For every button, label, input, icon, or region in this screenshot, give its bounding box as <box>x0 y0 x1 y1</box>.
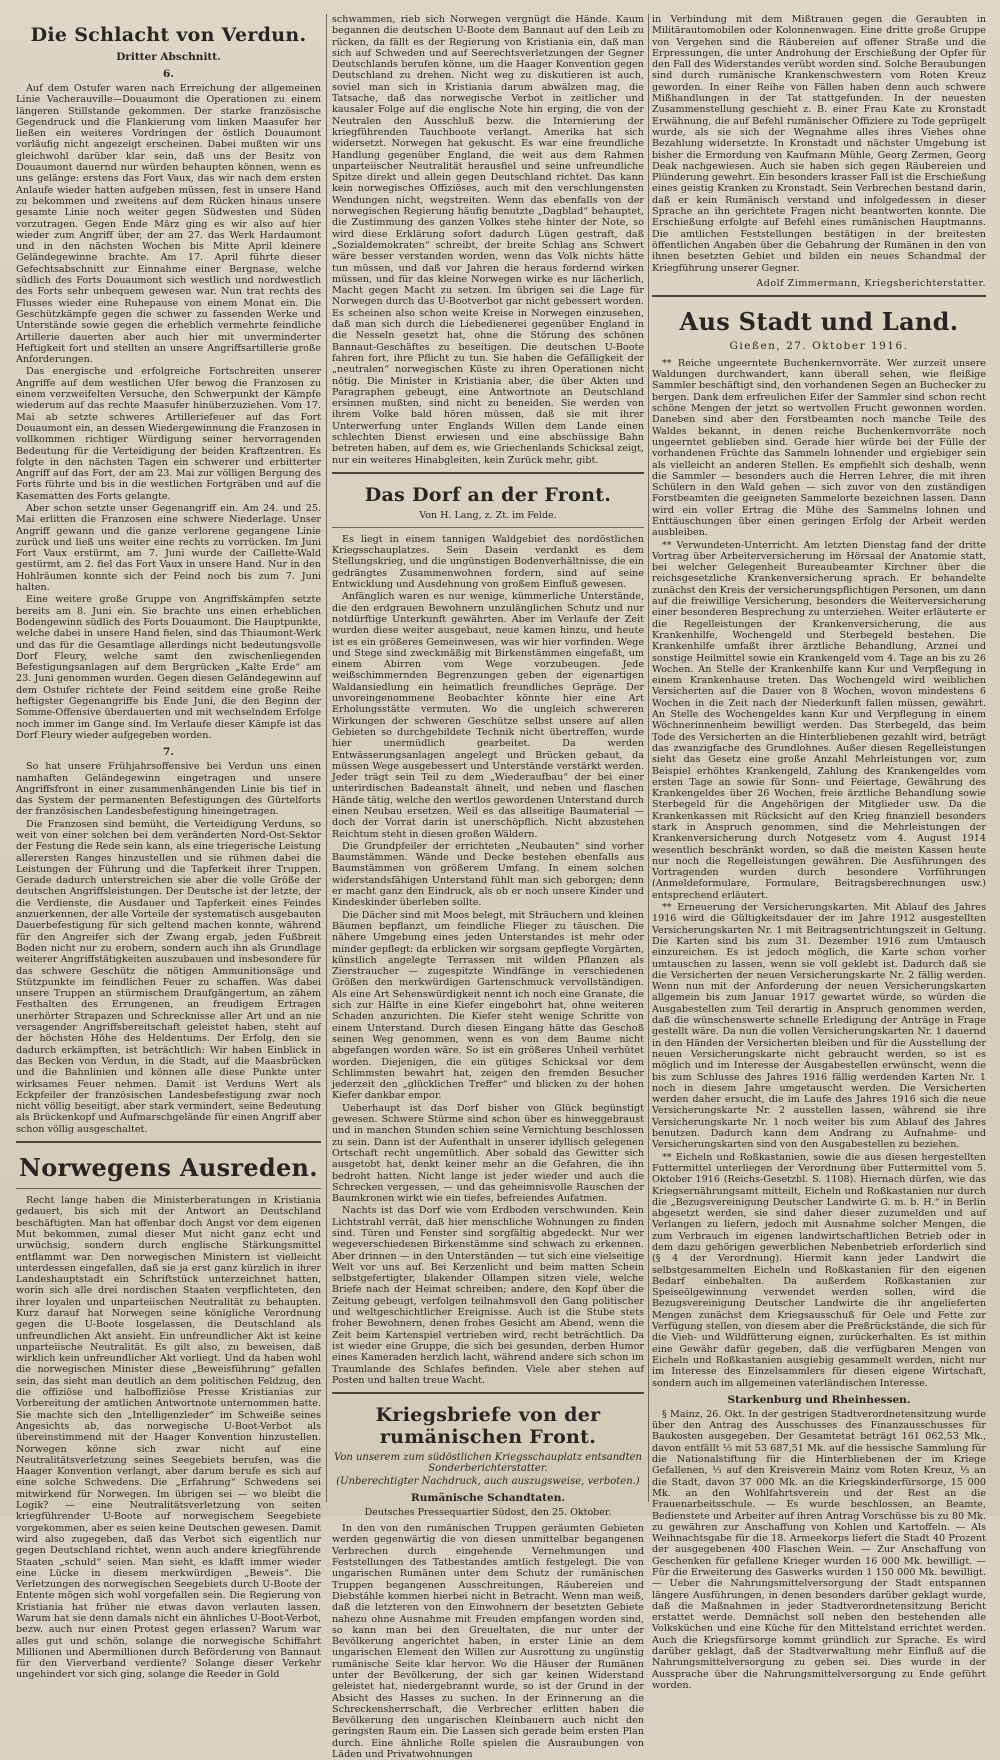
article-title-kriegsbriefe: Kriegsbriefe von der rumänischen Front. <box>375 1404 601 1449</box>
paragraph: Aber schon setzte unser Gegenangriff ein. Am 24. und 25. Mai erlitten die Franzosen eine schwere Niederlage. Unser Angriff gewann und die ganze verlorene gegangene Linie zurück und ließ uns weiter eine rechts zu vorrücken. Im Juni Fort Vaux erstürmt, am 7. Juni wurde der Caillette-Wald gestürmt, am 2. fiel das Fort Vaux in unsere Hand. Nur in den Hohlräumen konnte sich der Feind noch bis zum 7. Juni halten. <box>16 502 321 594</box>
article-divider <box>16 1141 321 1143</box>
column-1 <box>16 14 322 1681</box>
paragraph: ** Erneuerung der Versicherungskarten. Mit Ablauf des Jahres 1916 wird die Gültigkeitsdauer der im Jahre 1912 ausgestellten Versicherungskarten Nr. 1 mit Beitragsentrichtungszeit in Geltung. Die Karten sind bis zum 31. Dezember 1916 zum Umtausch einzureichen. Es ist jedoch möglich, die Karte schon vorher umtauschen zu lassen, wenn sie voll geklebt ist. Dadurch daß sie die Versicherten der neuen Versicherungskarte Nr. 2 fällig werden. Wenn nun mit der Anforderung der neuen Versicherungskarten allgemein bis zum Januar 1917 gewartet würde, so würden die Ausgabestellen zum Teil derartig in Anspruch genommen werden, daß die wünschenswerte schnelle Erledigung der Anträge in Frage gestellt wäre. Da nun die vollen Versicherungskarten Nr. 1 dauernd in den Händen der Versicherten bleiben und für die Ausstellung der neuen Versicherungskarte nicht gebraucht werden, so ist es möglich und im Interesse der Ausgabestellen erwünscht, wenn die bis zum Schlusse des Jahres 1916 fällig werdenden Karten Nr. 1 noch in diesem Jahre umgetauscht werden. Die Versicherten werden daher ersucht, die im Laufe des Jahres 1916 sich die neue Versicherungskarte Nr. 2 ausstellen lassen, während sie ihre Versicherungskarte Nr. 1 noch weiter bis zum Ablauf des Jahres benutzen. Dadurch kann dem Andrang zu Aufnahme- und Versicherungskarten sind von den Ausgabestellen zu beziehen. <box>652 902 986 1151</box>
paragraph: ** Verwundeten-Unterricht. Am letzten Dienstag fand der dritte Vortrag über Arbeiterversicherung im Hörsaal der Anatomie statt, bei welcher Gelegenheit Bureaubeamter Kirchner über die reichsgesetzliche Krankenversicherung sprach. Er behandelte zunächst den Kreis der versicherungspflichtigen Personen, um dann auf die freiwillige Versicherung, besonders die Weiterversicherung einer besonderen Besprechung zu unterziehen. Weiter erläuterte er die Regelleistungen der Krankenversicherung, die aus Krankenhilfe, Wochengeld und Sterbegeld bestehen. Die Krankenhilfe umfaßt ihrer ärztliche Behandlung, Arznei und sonstige Heilmittel sowie ein Krankengeld vom 4. Tage an bis zu 26 Wochen. An Stelle der Krankenhilfe kann Kur und Verpflegung in einem Krankenhause treten. Das Wochengeld wird weiblichen Versicherten auf die Dauer von 8 Wochen, wovon mindestens 6 Wochen in die Zeit nach der Niederkunft fallen müssen, gewährt. An Stelle des Wochengeldes kann Kur und Verpflegung in einem Wöchnerinnenheim bewilligt werden. Das Sterbegeld, das beim Tode des Versicherten an die Hinterbliebenen gezahlt wird, beträgt das zwanzigfache des Grundlohnes. Außer diesen Regelleistungen sieht das Gesetz eine große Anzahl Mehrleistungen vor, zum Beispiel erhöhtes Krankengeld, Zahlung des Krankengeldes vom ersten Tage an sowie für Sonn- und Feiertage, Gewährung des Krankengeldes über 26 Wochen, freie ärztliche Behandlung sowie Sterbegeld für die Angehörigen der Mitglieder usw. Da die Krankenkassen mit Rücksicht auf den Krieg finanziell besonders stark in Anspruch genommen, sind die Mehrleistungen der Krankenversicherung durch Notgesetz vom 4. August 1914 wesentlich beschränkt worden, so daß die meisten Kassen heute nur noch die Regelleistungen gewähren. Die Ausführungen des Vortragenden wurden durch besondere Vorführungen (Anmeldeformulare, Formulare, Beitragsberechnungen usw.) entsprechend erläutert. <box>652 539 986 901</box>
paragraph: ** Eicheln und Roßkastanien, sowie die aus diesen hergestellten Futtermittel unterliegen der Verordnung über Futtermittel vom 5. Oktober 1916 (Reichs-Gesetzbl. S. 1108). Hiernach dürfen, wie das Kriegsernährungsamt mitteilt, Eicheln und Roßkastanien nur durch die „Bezugsvereinigung Deutscher Landwirte G. m. b. H.“ in Berlin abgesetzt werden, sie sind daher dieser zuzumelden und auf Verlangen zu liefern, jedoch mit Ausnahme solcher Mengen, die zum Verbrauch im eigenen landwirtschaftlichen Betrieb oder in dem dazu gehörigen gewerblichen Nebenbetrieb erforderlich sind (§ 4 der Verordnung). Hiermit kann jeder Landwirt die selbstgesammelten Eicheln und Roßkastanien für den eigenen Bedarf einbehalten. Da außerdem Roßkastanien zur Speiseölgewinnung verwendet werden sollen, wird die Bezugsvereinigung Deutscher Landwirte die ihr angelieferten Mengen zunächst dem Kriegsausschuß für Oele und Fette zur Verfügung stellen, von diesem aber die Preßrückstände, die sich für die Vieh- und Wildfütterung eignen, zurückerhalten. Es ist mithin eine Gewähr dafür gegeben, daß die verfügbaren Mengen von Eicheln und Roßkastanien ausgiebig gesammelt werden, nicht nur im Interesse des Einzelsammlers für diesen eigene Wirtschaft, sondern auch im allgemeinen vaterländischen Interesse. <box>652 1151 986 1389</box>
article-title-norwegen: Norwegens Ausreden. <box>19 1153 318 1183</box>
author-signature: Adolf Zimmermann, Kriegsberichterstatter. <box>756 277 986 289</box>
copyright-note: (Unberechtigter Nachdruck, auch auszugsweise, verboten.) <box>336 1476 640 1488</box>
paragraph: Es liegt in einem tannigen Waldgebiet des nordöstlichen Kriegsschauplatzes. Sein Dasein verdankt es dem Stellungskrieg, und die ungünstigen Bodenverhältnisse, die ein gedrängtes Zusammenwohnen fordern, sind auf seine Entwicklung und Ausdehnung von großem Einfluß gewesen. <box>332 533 644 591</box>
section-heading: Starkenburg und Rheinhessen. <box>727 1393 911 1406</box>
section-number: 6. <box>163 68 174 80</box>
article-divider <box>332 472 644 474</box>
paragraph: Die Dächer sind mit Moos belegt, mit Sträuchern und kleinen Bäumen bepflanzt, um feindliche Flieger zu täuschen. Die nähere Umgebung eines jeden Unterstandes ist mehr oder minder gepflegt: da erblicken wir sorgsam gepflegte Vorgärten, künstlich angelegte Terrassen mit wilden Pflanzen als Zierstraucher — zugespitzte Windfänge in verschiedenen Größen den merkwürdigen Gartenschmuck vervollständigen. Als eine Art Sehenswürdigkeit nennt ich noch eine Granate, die sich zur Hälfte in eine Kiefer eingebohrt hat, ohne weiteren Schaden anzurichten. Die Kiefer steht wenige Schritte von einem Unterstand. Durch diesen Eingang hätte das Geschoß seinen Weg genommen, wenn es von dem Baume nicht abgefangen worden wäre. So ist ein größeres Unheil verhütet worden. Diejenigen, die ein gütiges Schicksal vor dem Schlimmsten bewahrt hat, zeigen den fremden Besucher jederzeit den „glücklichen Treffer“ und blicken zu der hohen Kiefer dankbar empor. <box>332 909 644 1102</box>
paragraph: schwammen, rieb sich Norwegen vergnügt die Hände. Kaum begannen die deutschen U-Boote dem Bannaut auf den Leib zu rücken, da fällt es der Regierung von Kristiania ein, daß man sich auf Schweden und auf Seerechtsverletzungen der Gegner Deutschlands berufen könne, um die Haager Konvention gegen Deutschland zu drehen. Nicht weg zu diskutieren ist auch, soviel man sich in Kristiania darum abwälzen mag, die Tatsache, daß das norwegische Verbot in zeitlicher und kausaler Folge auf die englische Note hin erging, die von der Neutralen den Ausschluß bezw. die Internierung der kriegführenden Tauchboote verlangt. Amerika hat sich widersetzt. Norwegen hat gekuscht. Es war eine freundliche Handlung gegenüber England, die weit aus dem Rahmen unparteiischer Neutralität herausfiel und seine unfreundliche Spitze direkt und allein gegen Deutschland richtet. Das kann kein norwegisches Offiziöses, auch mit den verschlungensten Wendungen nicht, wegstreiten. Wenn das ebenfalls von der norwegischen Regierung häufig benutzte „Dagblad“ behauptet, die Zustimmung des ganzen Volkes stehe hinter der Note, so wird diese Erklärung sofort dadurch Lügen gestraft, daß „Sozialdemokraten“ schreibt, der breite Schlag ans Schwert wäre besser verstanden worden, wenn das Volk nichts hätte tun müssen, und daß vor Jahren die heraus fordernd wirken müssen, und für das kleine Norwegen wirke es nur lächerlich, Macht gegen Macht zu setzen. Im übrigen sei die Lage für Norwegen durch das U-Bootverbot gar nicht gebessert worden. Es scheinen also schon weite Kreise in Norwegen einzusehen, daß man sich durch die Liebedienerei gegenüber England in die Nesseln gesetzt hat, ohne die Störung des schönen Bannaut-Geschäftes zu beseitigen. Die deutschen U-Boote fahren fort, ihre Pflicht zu tun. Sie haben die Gefälligkeit der „neutralen“ norwegischen Küste zu ihren Operationen nicht nötig. Die Minister in Kristiania aber, die über Akten und Paragraphen gebeugt, eine Antwortnote an Deutschland ersinnen mußten, sind nicht zu beneiden. Sie werden von ihrem Volke bald hören müssen, daß sie mit ihrer Unterwerfung unter Englands Willen dem Lande einen schlechten Dienst erwiesen und eine abschüssige Bahn betreten haben, auf dem es, wie Griechenlands Schicksal zeigt, nur ein weiteres Hinabgleiten, kein Zurück mehr, gibt. <box>332 14 644 466</box>
section-title-stadt-land: Aus Stadt und Land. <box>679 306 959 336</box>
dateline: Gießen, 27. Oktober 1916. <box>729 339 909 352</box>
article-title-verdun: Die Schlacht von Verdun. <box>30 24 307 46</box>
paragraph: Auf dem Ostufer waren nach Erreichung der allgemeinen Linie Vacherauville—Douaumont die Operationen zu einem längeren Stillstande gekommen. Der starke französische Gegendruck und die Flankierung vom linken Maasufer her ließen ein weiteres Vordringen der östlich Douaumont vorläufig nicht angezeigt erscheinen. Dabei mußten wir uns gleichwohl darüber klar sein, daß uns der Besitz von Douaumont dauernd nur würden behaupten können, wenn es uns gelänge: erstens das Fort Vaux, das wir nach dem ersten Anlaufe wieder hatten aufgeben müssen, fest in unsere Hand zu bekommen und zweitens auf dem Rücken hinaus unsere gesamte Linie noch weiter gegen Südwesten und Süden vorzutragen. Gegen Ende März ging es wir also auf hier wieder zum Angriff über, der am 27. das Werk Hardaumont und in den nächsten Wochen bis Mitte April kleinere Geländegewinne brachte. Am 17. April führte dieser Gefechtsabschnitt zur Einnahme einer Bergnase, welche südlich des Forts Douaumont sich westlich und nordwestlich des Forts sehr unbequem gewesen war. Nun trat rechts des Flusses wieder eine Ruhepause von einem Monat ein. Die Geschützkämpfe gegen die schwer zu fassenden Werke und Unterstände sowie gegen die erheblich vermehrte feindliche Artillerie dauerten aber auch hier mit unverminderter Heftigkeit fort und stellten an unsere Angriffsartillerie große Anforderungen. <box>16 83 321 366</box>
paragraph: Eine weitere große Gruppe von Angriffskämpfen setzte bereits am 8. Juni ein. Sie brachte uns einen erheblichen Bodengewinn südlich des Forts Douaumont. Die Hauptpunkte, welche dabei in unsere Hand fielen, sind das Thiaumont-Werk und das für die Gesamtlage allerdings nicht bedeutungsvolle Dorf Fleury, welche samt den zwischenliegenden Befestigungsanlagen auf dem Bergrücken „Kalte Erde“ am 23. Juni genommen wurden. Gegen diesen Geländegewinn auf dem Ostufer richtete der Feind seitdem eine große Reihe heftigster Gegenangriffe bis Ende Juni, die den Beginn der Somme-Offensive überdauerten und mit wechselndem Erfolge noch immer im Gange sind. Im Verlaufe dieser Kämpfe ist das Dorf Fleury wieder aufgegeben worden. <box>16 594 321 741</box>
dateline: Deutsches Pressequartier Südost, den 25. Oktober. <box>364 1507 612 1519</box>
column-3 <box>652 14 986 1691</box>
subtitle: Von unserem zum südöstlichen Kriegsschauplatz entsandten Sonderberichterstatter. <box>334 1452 642 1475</box>
paragraph: Die Grundpfeiler der errichteten „Neubauten“ sind vorher Baumstämmen. Wände und Decke bestehen ebenfalls aus Baumstämmen von größerem Umfang. In einem solchen widerstandsfähigen Unterstand fühlt man sich geborgen; denn er macht ganz den Eindruck, als ob er noch unsere Kinder und Kindeskinder überleben sollte. <box>332 840 644 909</box>
column-divider <box>326 14 327 1502</box>
paragraph: Das energische und erfolgreiche Fortschreiten unserer Angriffe auf dem westlichen Ufer bewog die Franzosen zu einem verzweifelten Versuche, den Schwerpunkt der Kämpfe wiederum auf das rechte Maasufer hinüberzuziehen. Vom 17. Mai ab setzte schweres Artilleriefeuer auf das Fort Douaumont ein, an dessen Wiedergewinnung die Franzosen in vollkommen richtiger Würdigung seiner hervorragenden Bedeutung für die Verteidigung der beiden Kraftzentren. Es folgte in den nächsten Tagen ein schwerer und erbitterter Angriff auf das Fort, der am 23. Mai zur völligen Bergung des Forts führte und bis in die westlichen Fortgräben und auf die Kasematten des Forts gelangte. <box>16 366 321 502</box>
article-divider <box>332 527 644 528</box>
section-heading: Rumänische Schandtaten. <box>410 1492 566 1505</box>
article-divider <box>16 1188 321 1189</box>
paragraph: Recht lange haben die Ministerberatungen in Kristiania gedauert, bis sich mit der Antwort an Deutschland beschäftigten. Man hat offenbar doch Angst vor dem eigenen Mut bekommen, zumal dieser Mut nicht ganz echt und urwüchsig, sondern durch englische Stärkungsmittel entflammt war. Den norwegischen Ministern ist vielleicht unterdessen eingefallen, daß sie ja erst ganz kürzlich in ihrer Landeshauptstadt ein Schriftstück unterzeichnet hatten, worin sich alle drei nordischen Staaten verpflichteten, den ihrer loyalen und unparteiischen Neutralität zu behaupten. Kurz darauf hat Norwegen seine königliche Verordnung gegen die U-Boote losgelassen, die Deutschland als unfreundlichen Akt ansieht. Ein unfreundlicher Akt ist keine unparteiische Neutralität. Es gilt also, zu beweisen, daß wirklich kein unfreundlicher Akt vorliegt. Und da haben wohl die norwegischen Minister diese „Beweisführung“ gefallen sein, das sieht man deutlich an dem politischen Feldzug, den die offiziöse und halboffiziöse Presse Kristianias zur Vorbereitung der amtlichen Antwortnote unternommen hatte. Sie machte sich den „Intelligenzleder“ im Schweiße seines Angesichts ab, das norwegische U-Boot-Verbot als übereinstimmend mit der Haager Konvention hinzustellen. Norwegen könne sich zwar nicht auf eine Neutralitätsverletzung seines Seegebiets berufen, was die Haager Konvention verlangt, aber darum berufe es sich auf eine solche Schwedens. Die „Erfahrung“ Schwedens sei mitwirkend für Norwegen. Im übrigen sei — wo bleibt die Logik? — eine Neutralitätsverletzung von seiten kriegführender U-Boote auf norwegischem Seegebiete vorgekommen, aber es seien keine Deutschen gewesen. Damit wird also zugegeben, daß das Verbot sich eigentlich nur gegen Deutschland richtet, wenn auch andere kriegführende Staaten „schuld“ seien. Man sieht, es klafft immer wieder eine Lücke in diesem merkwürdigen „Beweis“. Die Verletzungen des norwegischen Seegebiets durch U-Boote der Entente mögen sich wohl vorgefallen sein. Die Regierung von Kristiania hat früher nie etwas davon verlauten lassen. Warum hat sie denn damals nicht ein ähnliches U-Boot-Verbot, bezw. auch nur einen Protest gegen erlassen? Warum war alles gut und schön, solange die norwegische Schiffahrt Millionen und Abermillionen durch Beförderung von Bannaut für den Vierverband verdiente? Solange dieser Verkehr ungehindert vor sich ging, solange die Reeder in Gold <box>16 1195 322 1681</box>
article-title-dorf: Das Dorf an der Front. <box>364 483 612 506</box>
paragraph: In den von den rumänischen Truppen geräumten Gebieten werden gegenwärtig die von diesen unmittelbar begangenen Verbrechen durch eingehende Vernehmungen und Feststellungen des Tatbestandes amtlich festgelegt. Die von ungarischen Rumänen unter dem Schutz der rumänischen Truppen begangenen Ausschreitungen, Räubereien und Diebstähle kommen hierbei nicht in Betracht. Wenn man weiß, daß die letzteren von den Einwohnern der besetzten Gebiete nahezu ohne Ausnahme mit Freuden empfangen worden sind, so kann man bei den Greueltaten, die nur unter der Bevölkerung angerichtet haben, in erster Linie an dem ungarischen Element den Willen zur Ausrottung zu ungünstig rumänische Seite klar hervor. Wo die Häuser der Rumänen unter der Bevölkerung, der sich gar keinen Widerstand geleistet hat, niedergebrannt wurde, so ist der Grund in der Absicht des Hasses zu suchen. In der Erinnerung an die Schreckensherrschaft, die Verbrecher erlitten haben die Bevölkerung den ungarischen Kleinbauern auch nicht den geringsten Raum ein. Die Lassen sich gerade beim ersten Plan durch. Eine ähnliche Rolle spielen die Ausraubungen von Läden und Privatwohnungen <box>332 1523 644 1760</box>
paragraph: Nachts ist das Dorf wie vom Erdboden verschwunden. Kein Lichtstrahl verrät, daß hier menschliche Wohnungen zu finden sind. Türen und Fenster sind sorgfältig abgedeckt. Nur wer wegeverschiedenen Birkenstämme sind schwach zu erkennen. Aber drinnen — in den Unterständen — tut sich eine vielseitige Welt vor uns auf. Bei Kerzenlicht und beim matten Schein selbstgefertigter, blakender Ollampen sitzen viele, welche Briefe nach der Heimat schreiben; andere, den Kopf über die Zeitung gebeugt, verfolgen teilnahmsvoll den Gang politischer und weltgeschichtlicher Ereignisse. Auch ist die Stube stets froher Bewohnern, denen frohes Gesicht am Abend, wenn die Zeit beim Kartenspiel vertrieben wird, recht beträchtlich. Da ist wieder eine Gruppe, die sich bei gesunden, derben Humor eines Kameraden herzlich lacht, während andere sich schon im Traumlande des Schlafes befinden. Viele aber stehen auf Posten und halten treue Wacht. <box>332 1205 644 1386</box>
paragraph: Die Franzosen sind bemüht, die Verteidigung Verduns, so weit von einer solchen bei dem veränderten Nord-Ost-Sektor der Festung die Rede sein kann, als eine triegerische Leistung allerersten Ranges hinzustellen und sie rühmen dabei die Leistungen der Führung und die Tapferkeit ihrer Truppen. Gerade dadurch unterstreichen sie aber die volle Größe der deutschen Angriffsleistungen. Der Deutsche ist der letzte, der die Verdienste, die Ausdauer und Tapferkeit eines Feindes anzuerkennen, der alle Vorteile der systematisch ausgebauten Dauerbefestigung für sich geltend machen konnte, während für den Angreifer sich der Zwang ergab, jeden Fußbreit Boden nicht nur zu erobern, sondern auch ihn als Grundlage weiterer Angriffstätigkeiten auszubauen und insbesondere für das schwere Geschütz die nötigen Ammunitionsäge und Stützpunkte im feindlichen Feuer zu schaffen. Was dabei unsere Truppen an stürmischem Draufgängertum, an zähem Festhalten des Errungenen, an freudigem Ertragen unerhörter Strapazen und Schrecknisse aller Art und an nie versagender Angriffsbereitschaft geleistet haben, steht auf der höchsten Höhe des Heldentums. Der Erfolg, den sie dadurch erkämpften, ist beträchtlich: Wir haben Einblick in das Becken von Verdun, in die Stadt, auf die Maasbrücken und die Bahnlinien und können alle diese Punkte unter wirksames Feuer nehmen. Damit ist Verduns Wert als Eckpfeiler der französischen Landesbefestigung zwar noch nicht völlig beseitigt, aber stark vermindert, seine Bedeutung als Brückenkopf und Aufmarschgelände für einen Angriff aber schon völlig ausgeschaltet. <box>16 818 321 1135</box>
section-heading: Dritter Abschnitt. <box>116 51 221 63</box>
section-number: 7. <box>163 746 174 759</box>
paragraph: § Mainz, 26. Okt. In der gestrigen Stadtverordnetensitzung wurde über den Antrag des Ausschusses des Finanzausschusses für Baukosten ausgegeben. Der Gesamtetat beträgt 161 062,53 Mk., davon entfällt ⅓ mit 53 687,51 Mk. auf die hessische Sammlung für die Nationalstiftung für die Hinterbliebenen der im Kriege Gefallenen, ⅓ auf den Kreisverein Mainz vom Roten Kreuz, ⅓ an die Stadt, davon 37 000 Mk. an die Kriegskinderfürsorge, 15 000 Mk. an den Wohlfahrtsverein und der Rest an die Frauenarbeitsschule. — Es wurde beschlossen, an Beamte, Bedienstete und Arbeiter auf ihren Antrag Vorschüsse bis zu 80 Mk. zu gewähren zur Anschaffung von Kohlen und Kartoffeln. — Als Weihnachtsgabe für die 18. Armeekorps liefert die Stadt 40 Prozent der ausgegebenen 400 Flaschen Wein. — Zur Anschaffung von Geschenken für gefallene Krieger wurden 16 000 Mk. bewilligt. — Für die Erweiterung des Gaswerks wurden 1 150 000 Mk. bewilligt. — Ueber die Nahrungsmittelversorgung der Stadt entspannen längere Ausführungen, in denen besonders darüber geklagt wurde, daß die Maßnahmen in jeder Stadtverordnetensitzung Bericht erstattet werde. Demnächst soll neben den bestehenden alle Volksküchen und eine Küche für den Mittelstand errichtet werden. Auch die Kriegsfürsorge kommt gründlich zur Sprache. Es wird darüber geklagt, daß der Stadtverwaltung mehr Einfluß auf die Nahrungsmittelversorgung zu geben sei. Dies wurde in der Aussprache über die Nahrungsmittelversorgung zu Ende geführt worden. <box>652 1408 986 1691</box>
paragraph: Anfänglich waren es nur wenige, kümmerliche Unterstände, die den erdgrauen Bewohnern unzulänglichen Schutz und nur notdürftige Unterkunft gewährten. Aber im Verlaufe der Zeit wurden diese weiter ausgebaut, neue kamen hinzu, und heute ist es ein größeres Gemeinwesen, was wir hier vorfinden. Wege und Stege sind zweckmäßig mit Birkenstämmen eingefaßt, um einem Abirren vom Wege vorzubeugen. Jede weißschimmernden Begrenzungen geben der eigenartigen Waldansiedlung ein heimatlich freundliches Gepräge. Der unvoreingenommene Beobachter könnte hier eine Art Erholungsstätte vermuten. Wo die ungleich schwereren Wirkungen der schweren Geschütze selbst unsere auf allen Gebieten so durchgebildete Technik nicht übertreffen, wurde hier unermüdlich gearbeitet. Da werden Entwässerungsanlagen angelegt und Brücken gebaut, da müssen Wege ausgebessert und Unterstände verstärkt werden. Jeder trägt sein Teil zu dem „Wiederaufbau“ der bei einer unterirdischen Badeanstalt ähnelt, und neben und flaschen Hände tätig, welche den wertlos gewordenen Unterstand durch einen Neubau ersetzen. Weil es das allseitige Baumaterial — doch der Vorrat darin ist unerschöpflich. Nicht abzustehen Reichtum steht in diesen großen Wäldern. <box>332 591 644 840</box>
column-2 <box>332 14 644 1760</box>
paragraph: So hat unsere Frühjahrsoffensive bei Verdun uns einen namhaften Geländegewinn eingetragen und unsere Angriffsfront in einer zusammenhängenden Linie bis tief in das System der permanenten Befestigungen des Gürtelforts der französischen Landesbefestigung hineingetragen. <box>16 761 321 818</box>
article-divider <box>332 1392 644 1394</box>
paragraph: ** Reiche ungeerntete Buchenkernvorräte. Wer zurzeit unsere Waldungen durchwandert, kann überall sehen, wie fleißige Sammler beschäftigt sind, den vorhandenen Segen an Buchecker zu bergen. Dank dem erfreulichen Eifer der Sammler sind schon recht schöne Mengen der jetzt so wertvollen Frucht gewonnen worden. Daneben sind aber den Forstbeamten noch manche Teile des Waldes bekannt, in denen reiche Buchenkernvorräte noch ungeerntet geblieben sind. Gerade hier würde bei der Fülle der vorhandenen Früchte das Sammeln lohnender und ergiebiger sein als vielleicht an anderen Stellen. Es empfiehlt sich deshalb, wenn die Sammler — besonders auch die Herren Lehrer, die mit ihren Schülern in den Wald gehen — sich zuvor von den zuständigen Forstbeamten die geeigneten Sammelorte bezeichnen lassen. Dann wird ein voller Ertrag die Mühe des Sammelns lohnen und Enttäuschungen über einen geringen Erfolg der Arbeit werden ausbleiben. <box>652 357 986 539</box>
column-divider <box>648 14 649 1502</box>
paragraph: in Verbindung mit dem Mißtrauen gegen die Geraubten in Militärautomobilen oder Kolonnenwagen. Eine dritte große Gruppe von Vergehen sind die Räubereien auf offener Straße und die Erpressungen, die unter Androhung der Erschießung der Opfer für den Fall des Widerstandes verübt worden sind. Solche Beraubungen sind durch rumänische Krankenschwestern vom Roten Kreuz geworden. In einer Reihe von Fällen haben denn auch schwere Mißhandlungen in der Tat stattgefunden. In der neuesten Zusammenstellung geschieht z. B. einer Frau Kate zu Kronstadt Erwähnung, die auf Befehl rumänischer Offiziere zu Tode geprügelt wurde, als sie sich der Wegnahme alles ihres Viehes ohne Bezahlung widersetzte. In Kronstadt und nächster Umgebung ist bisher die Ermordung von Kaufmann Mühle, Georg Zermen, Georg Deak nachgewiesen. Auch sie haben sich gegen Räubereien und Plünderung gewehrt. Ein besonders krasser Fall ist die Erschießung eines geistig Kranken zu Kronstadt. Sein Verbrechen bestand darin, daß er kein Rumänisch verstand und infolgedessen in dieser Sprache an ihn gerichtete Fragen nicht beantworten konnte. Die Erschießung erfolgte auf Befehl eines rumänischen Hauptmanns. Die amtlichen Feststellungen bestätigen in der breitesten öffentlichen Angaben über die Gebahrung der Rumänen in den von ihnen besetzten Gebiet und bilden ein neues Schandmal der Kriegführung unserer Gegner. <box>652 14 986 274</box>
byline: Von H. Lang, z. Zt. im Felde. <box>419 509 557 521</box>
article-divider <box>652 295 986 297</box>
paragraph: Ueberhaupt ist das Dorf bisher von Glück begünstigt gewesen. Schwere Stürme sind schon über es hinweggebraust und in manchen Stunden schien seine Vernichtung beschlossen zu sein. Dann ist der Aufenthalt in unserer idyllisch gelegenen Ortschaft recht ungemütlich. Aber sobald das Gewitter sich ausgetobt hat, denkt keiner mehr an die Gefahren, die ihn bedroht hatten. Nicht lange ist jeder wieder und auch die Schrecken vergessen, — und das geheimnisvolle Rauschen der Baumkronen wirkt wie ein tiefes, befreiendes Aufatmen. <box>332 1102 644 1205</box>
